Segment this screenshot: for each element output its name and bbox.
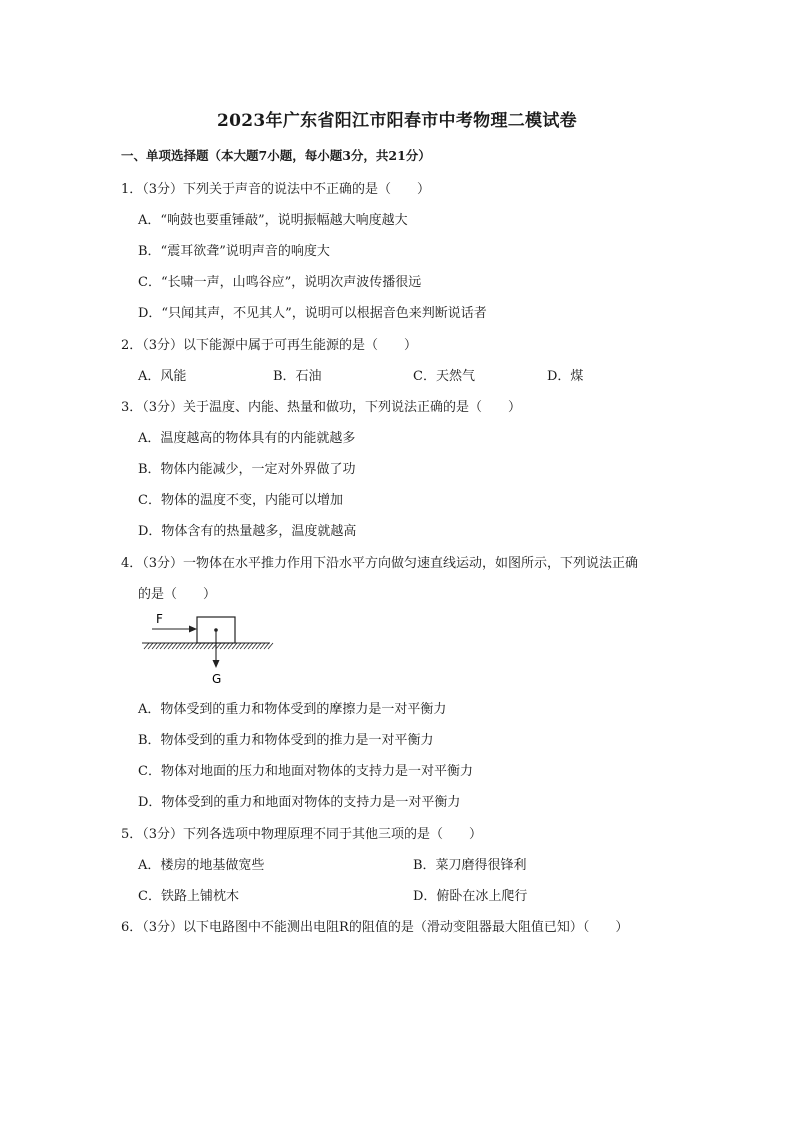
question-3-option-c: C．物体的温度不变，内能可以增加 [138,493,343,508]
gravity-label: G [212,672,222,686]
question-4-option-c: C．物体对地面的压力和地面对物体的支持力是一对平衡力 [138,764,473,779]
question-4-option-b: B．物体受到的重力和物体受到的推力是一对平衡力 [138,733,434,748]
question-2-stem: 2．（3分）以下能源中属于可再生能源的是（ ） [121,338,418,353]
question-5-option-b: B．菜刀磨得很锋利 [413,858,527,873]
question-1-option-c: C．“长啸一声，山鸣谷应”，说明次声波传播很远 [138,275,422,290]
question-3-option-d: D．物体含有的热量越多，温度就越高 [138,524,357,539]
question-2-option-a: A．风能 [138,369,187,384]
page-title: 2023年广东省阳江市阳春市中考物理二模试卷 [217,111,577,131]
question-3-option-b: B．物体内能减少，一定对外界做了功 [138,462,356,477]
question-5-stem: 5．（3分）下列各选项中物理原理不同于其他三项的是（ ） [121,827,483,842]
question-1-option-d: D．“只闻其声，不见其人”，说明可以根据音色来判断说话者 [138,306,487,321]
ground-hatching [144,643,273,649]
question-4-stem-continued: 的是（ ） [138,587,217,602]
question-3-option-a: A．温度越高的物体具有的内能就越多 [138,431,356,446]
question-5-option-c: C．铁路上铺枕木 [138,889,239,904]
question-1-option-a: A．“响鼓也要重锤敲”，说明振幅越大响度越大 [138,213,408,228]
question-1-stem: 1．（3分）下列关于声音的说法中不正确的是（ ） [121,182,431,197]
force-diagram [138,606,278,686]
question-5-options-row-2 [0,885,794,905]
question-2-options [0,365,794,385]
question-4-stem: 4．（3分）一物体在水平推力作用下沿水平方向做匀速直线运动，如图所示，下列说法正确 [121,556,639,571]
question-5-option-d: D．俯卧在冰上爬行 [413,889,528,904]
question-2-option-d: D．煤 [547,369,584,384]
question-4-option-d: D．物体受到的重力和地面对物体的支持力是一对平衡力 [138,795,461,810]
question-1-option-b: B．“震耳欲聋”说明声音的响度大 [138,244,330,259]
question-6-stem: 6．（3分）以下电路图中不能测出电阻R的阻值的是（滑动变阻器最大阻值已知）（ ） [121,920,629,935]
question-4-option-a: A．物体受到的重力和物体受到的摩擦力是一对平衡力 [138,702,447,717]
gravity-arrow-head [213,660,220,668]
section-heading: 一、单项选择题（本大题7小题，每小题3分，共21分） [121,148,431,163]
question-5-option-a: A．楼房的地基做宽些 [138,858,265,873]
question-5-options-row-1 [0,854,794,874]
question-3-stem: 3．（3分）关于温度、内能、热量和做功，下列说法正确的是（ ） [121,400,522,415]
force-arrow-head [189,626,197,633]
question-2-option-b: B．石油 [273,369,322,384]
question-2-option-c: C．天然气 [413,369,475,384]
force-label: F [156,612,163,626]
